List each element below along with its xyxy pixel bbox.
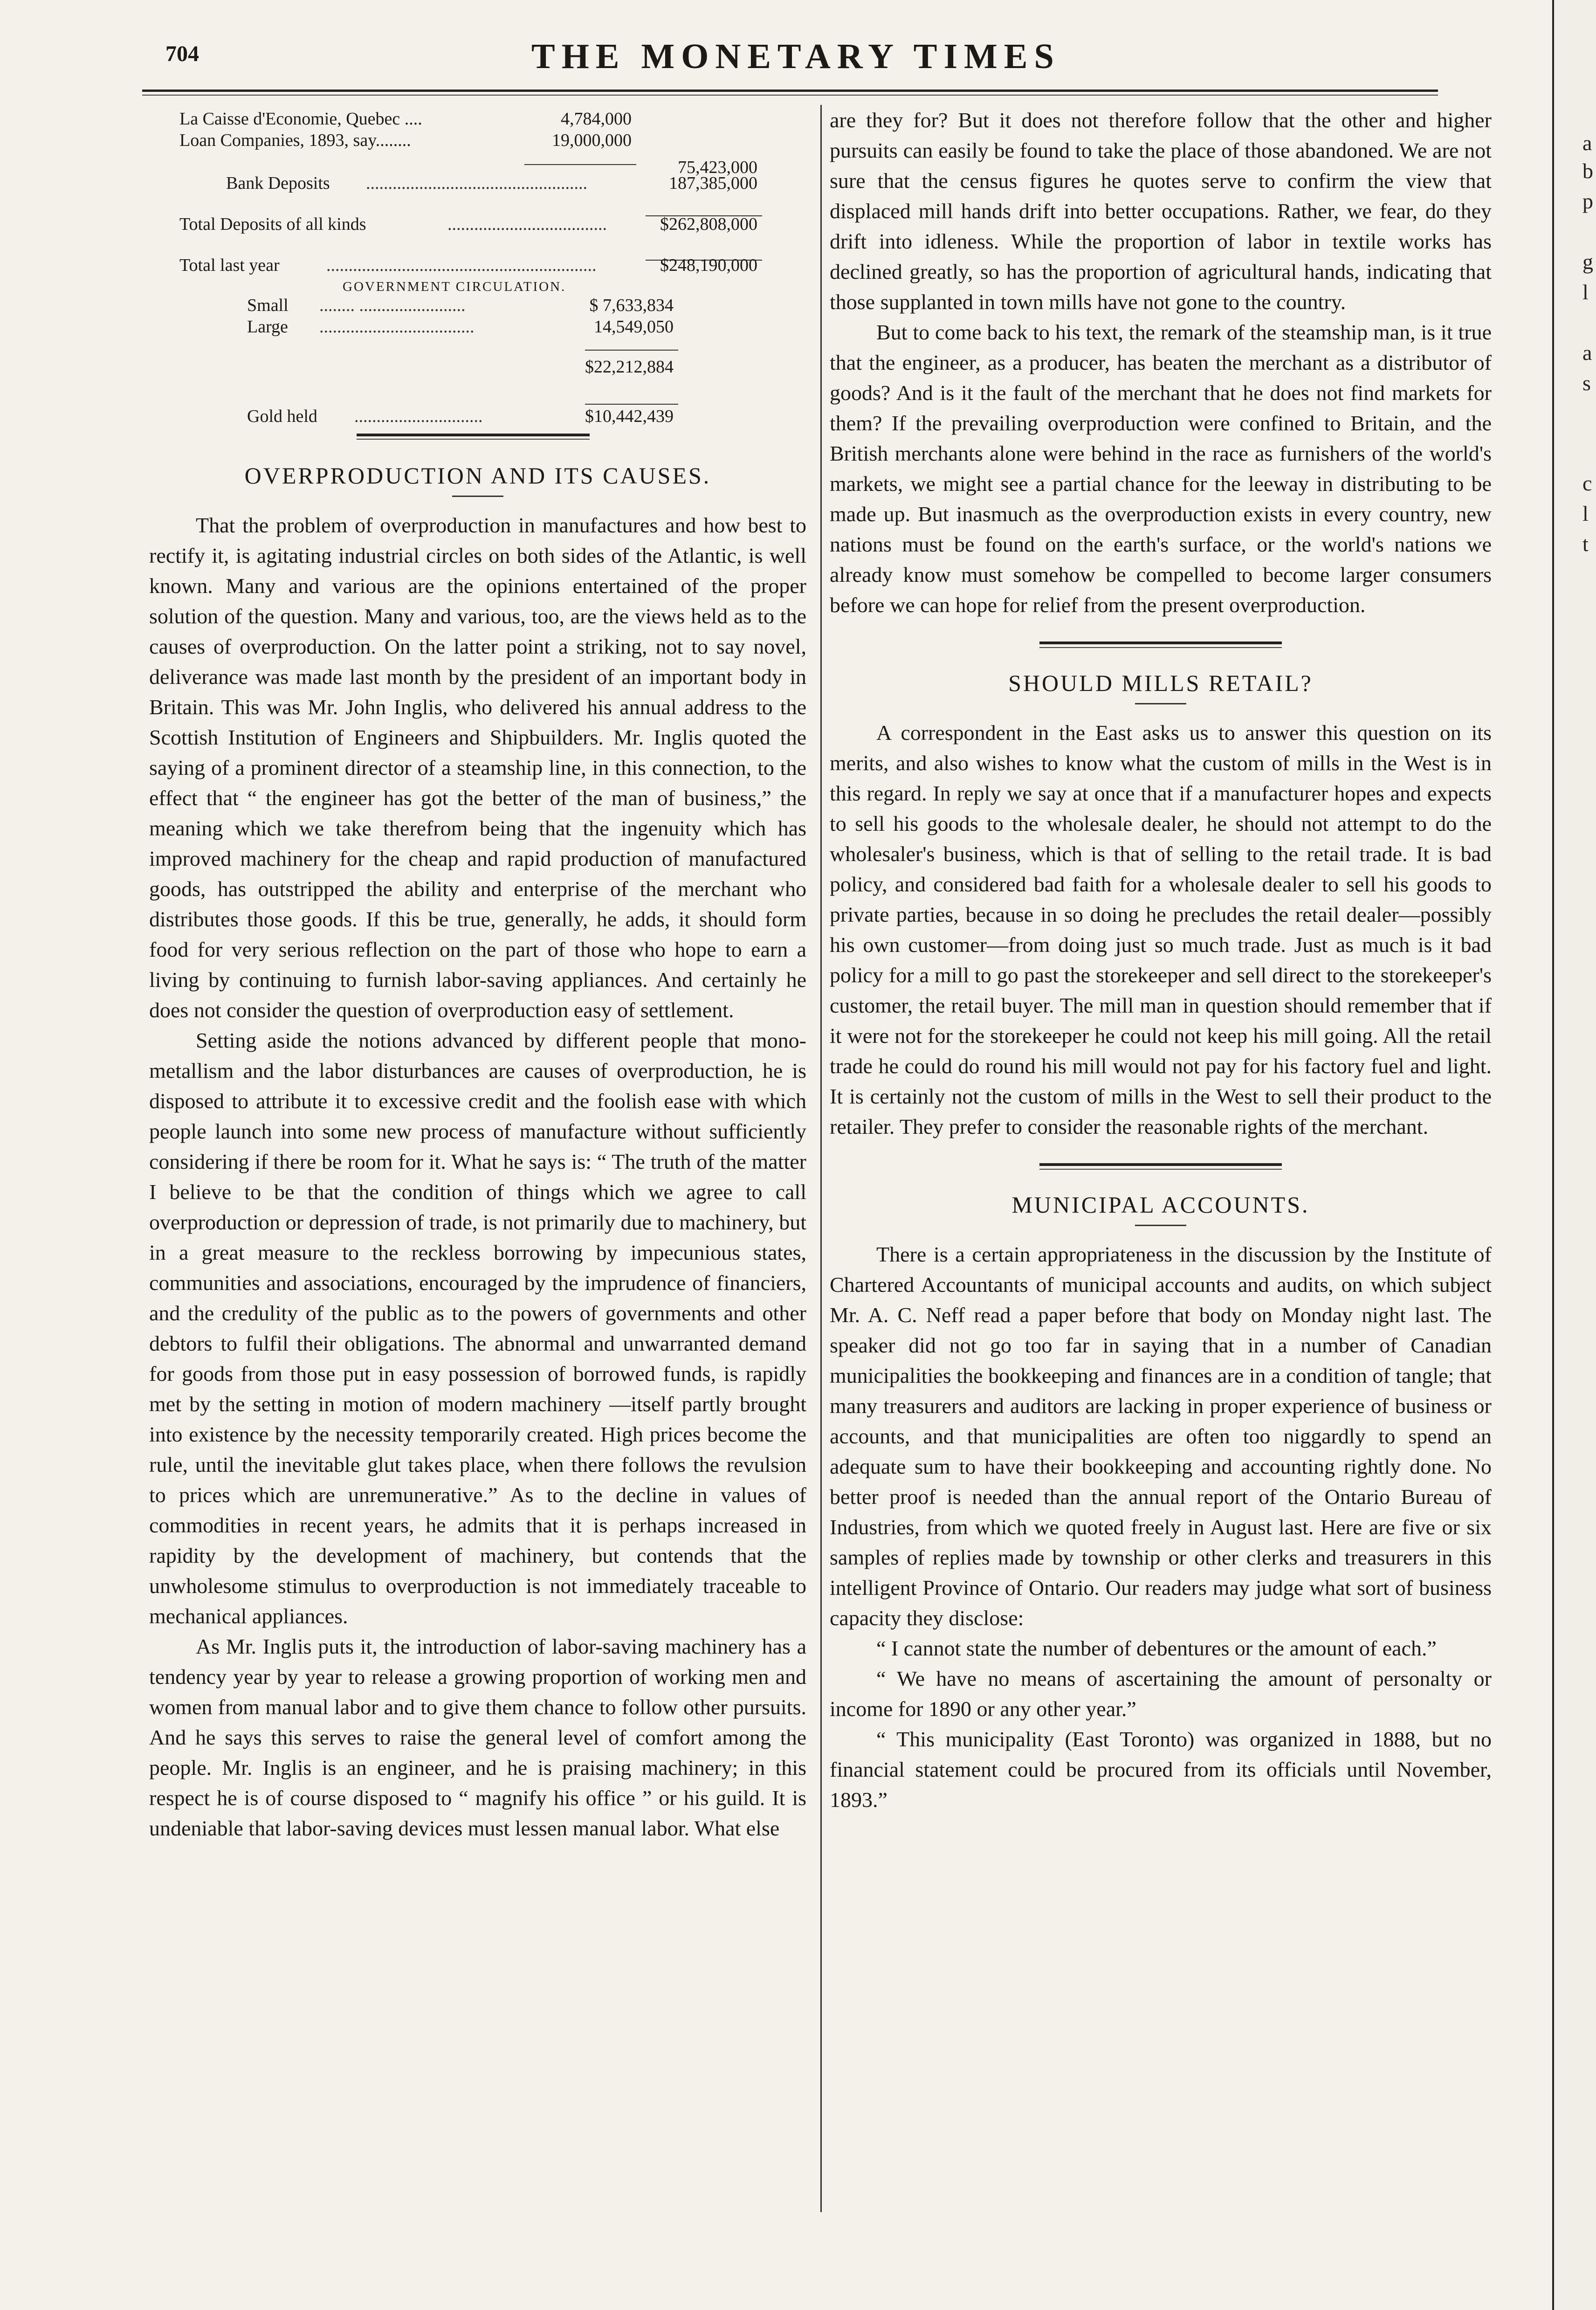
title-rule [452, 496, 503, 497]
gold-value: $10,442,439 [585, 407, 674, 426]
row-value: $ 7,633,834 [589, 296, 674, 315]
edge-fragment: c [1582, 471, 1592, 495]
row-label: Total last year [179, 255, 280, 275]
section-rule [357, 434, 590, 436]
masthead: THE MONETARY TIMES [531, 37, 1060, 76]
edge-fragment: b [1582, 159, 1593, 183]
article-paragraph: That the problem of overproduction in manufactures and how best to rectify it, is agitating industrial circles on both sides of the Atlantic, is well known. Many and various are the opinions entertained of the proper solution of the question. Many and various, too, are the views held as to the causes of overproduction. On the latter point a striking, not to say novel, deliverance was made last month by the president of an important body in Britain. This was Mr. John Inglis, who delivered his annual address to the Scottish Institution of Engineers and Shipbuilders. Mr. Inglis quoted the saying of a prominent director of a steamship line, in this connection, to the effect that “ the engineer has got the better of the man of business,” the meaning which we take therefrom being that the ingenuity which has improved machinery for the cheap and rapid production of manufactured goods, has outstripped the ability and enterprise of the merchant who distributes those goods. If this be true, generally, he adds, it should form food for very serious reflection on the part of those who hope to earn a living by continuing to furnish labor-saving appliances. And certainly he does not consider the question of overproduction easy of settlement. [149, 513, 806, 1022]
sum-rule [585, 350, 678, 351]
article-paragraph: But to come back to his text, the remark of the steamship man, is it true that the engineer, as a producer, has beaten the merchant as a distributor of goods? And is it the fault of the merchant that he does not find markets for them? If the prevailing overproduction were confined to Britain, and the British merchants alone were behind in the race as furnishers of the world's markets, we might see a partial chance for the leeway in distributing to be made up. But inasmuch as the overproduction exists in every country, new nations must be found on the earth's surface, or the world's nations we already know must somehow be compelled to become larger consumers before we can hope for relief from the present overproduction. [830, 320, 1492, 617]
table-row [179, 214, 767, 235]
table-row [179, 108, 767, 130]
header-rule [142, 90, 1438, 92]
article-paragraph: “ I cannot state the number of debentures or the amount of each.” [876, 1636, 1437, 1660]
table-row [179, 151, 767, 177]
table-row [179, 172, 767, 194]
leader-dots: ................................... [319, 317, 475, 337]
article-paragraph: “ We have no means of ascertaining the amount of personalty or income for 1890 or any other year.” [830, 1667, 1492, 1721]
edge-fragment: g [1582, 250, 1593, 274]
edge-fragment: p [1582, 189, 1593, 213]
article-paragraph: “ This municipality (East Toronto) was organized in 1888, but no financial statement could be procured from its officials until November, 1893.” [830, 1727, 1492, 1812]
row-label: Gold held [247, 407, 317, 426]
section-rule [1039, 1163, 1282, 1166]
header-rule-thin [142, 95, 1438, 96]
article-paragraph: As Mr. Inglis puts it, the introduction of labor-saving machinery has a tendency year by year to release a growing proportion of working men and women from manual labor and to give them chance to follow other pursuits. And he says this serves to raise the general level of comfort among the people. Mr. Inglis is an engineer, and he is praising machinery; in this respect he is of course disposed to “ magnify his office ” or his guild. It is undeniable that labor-saving devices must lessen manual labor. What else [149, 1634, 806, 1840]
row-value: 19,000,000 [552, 131, 632, 150]
section-rule-thin [1039, 647, 1282, 648]
article-paragraph: are they for? But it does not therefore follow that the other and higher pursuits can easily be found to take the place of those abandoned. We are not sure that the census figures he quotes serve to confirm the view that displaced mill hands drift into better occupations. Rather, we fear, do they drift into idleness. While the proportion of labor in textile works has declined greatly, so has the proportion of agricultural hands, indicating that those supplanted in town mills have not gone to the country. [830, 108, 1492, 314]
leader-dots: .................................................. [366, 173, 587, 193]
leader-dots: ........ ........................ [319, 296, 466, 315]
article-paragraph: There is a certain appropriateness in the discussion by the Institute of Chartered Accountants of municipal accounts and audits, on which subject Mr. A. C. Neff read a paper before that body on Monday night last. The speaker did not go too far in saying that in a number of Canadian municipalities the bookkeeping and finances are in a condition of tangle; that many treasurers and auditors are lacking in proper experience of business or accounts, and that municipalities are often too niggardly to spend an adequate sum to have their bookkeeping and accounting rightly done. No better proof is needed than the annual report of the Ontario Bureau of Industries, from which we quoted freely in August last. Here are five or six samples of replies made by township or other clerks and treasurers in this intelligent Province of Ontario. Our readers may judge what sort of business capacity they disclose: [830, 1242, 1492, 1630]
row-label: Small [247, 296, 289, 315]
edge-fragment: a [1582, 341, 1592, 365]
row-value: 187,385,000 [669, 173, 757, 193]
row-value: 4,784,000 [561, 109, 632, 129]
table-row [179, 316, 767, 338]
row-label: Loan Companies, 1893, say........ [179, 131, 411, 150]
article-paragraph: A correspondent in the East asks us to answer this question on its merits, and also wishes to know what the custom of mills in the West is in this regard. In reply we say at once that if a manufacturer hopes and expects to sell his goods to the wholesale dealer, he should not attempt to do the wholesaler's business, which is that of selling to the retail trade. It is bad policy, and considered bad faith for a wholesale dealer to sell his goods to private parties, because in so doing he precludes the retail dealer—possibly his own customer—from doing just so much trade. Just as much is it bad policy for a mill to go past the storekeeper and sell direct to the storekeeper's customer, the retail buyer. The mill man in question should remember that if it were not for the storekeeper he could not keep his mill going. All the retail trade he could do round his mill would not pay for his factory fuel and light. It is certainly not the custom of mills in the West to sell their product to the retailer. They prefer to consider the reasonable rights of the merchant. [830, 721, 1492, 1138]
column-divider [820, 105, 822, 2212]
left-column [149, 459, 806, 1843]
table-row [179, 406, 767, 427]
deposits-table [179, 108, 767, 427]
table-row [179, 130, 767, 151]
edge-fragment: t [1582, 532, 1589, 556]
article-title: MUNICIPAL ACCOUNTS. [1011, 1192, 1310, 1218]
leader-dots: ............................. [354, 407, 483, 426]
table-row [179, 356, 767, 378]
edge-fragment: l [1582, 502, 1589, 525]
row-label: La Caisse d'Economie, Quebec .... [179, 109, 422, 129]
section-rule-thin [1039, 1169, 1282, 1170]
row-label: Bank Deposits [226, 173, 330, 193]
row-value: $262,808,000 [660, 214, 757, 234]
article-paragraph: Setting aside the notions advanced by different people that mono-metallism and the labor disturbances are causes of overproduction, he is disposed to attribute it to excessive credit and the foolish ease with which people launch into some new process of manufacture without sufficiently considering if there be room for it. What he says is: “ The truth of the matter I believe to be that the condition of things which we agree to call overproduction or depression of trade, is not primarily due to machinery, but in a great measure to the reckless borrowing by impecunious states, communities and associations, encouraged by the imprudence of financiers, and the credulity of the public as to the powers of governments and other debtors to fulfil their obligations. The abnormal and unwarranted demand for goods from those put in easy possession of borrowed funds, is rapidly met by the setting in motion of modern machinery —itself partly brought into existence by the necessity temporarily created. High prices become the rule, until the inevitable glut takes place, when there follows the revulsion to prices which are unremunerative.” As to the decline in values of commodities in recent years, he admits that it is perhaps increased in rapidity by the development of machinery, but contends that the unwholesome stimulus to overproduction is not immediately traceable to mechanical appliances. [149, 1028, 806, 1628]
title-rule [1135, 703, 1186, 704]
article-title: OVERPRODUCTION AND ITS CAUSES. [244, 462, 711, 489]
right-column [830, 105, 1492, 1815]
row-label: Total Deposits of all kinds [179, 214, 366, 234]
edge-fragment: a [1582, 131, 1592, 155]
edge-fragment: l [1582, 280, 1589, 304]
row-value: $248,190,000 [660, 255, 757, 275]
leader-dots: ............................................................. [326, 255, 597, 275]
page-number: 704 [165, 41, 199, 66]
sum-rule [585, 404, 678, 405]
edge-fragment: s [1582, 371, 1591, 395]
row-label: Large [247, 317, 288, 337]
section-rule-thin [357, 439, 590, 440]
circulation-title: GOVERNMENT CIRCULATION. [343, 279, 566, 294]
title-rule [1135, 1225, 1186, 1226]
row-value: 14,549,050 [594, 317, 674, 337]
circulation-total: $22,212,884 [585, 357, 674, 377]
article-title: SHOULD MILLS RETAIL? [1008, 670, 1313, 696]
table-row [179, 255, 767, 276]
table-row [179, 295, 767, 316]
leader-dots: .................................... [447, 214, 607, 234]
section-rule [1039, 641, 1282, 644]
row-value: 75,423,000 [678, 158, 757, 177]
